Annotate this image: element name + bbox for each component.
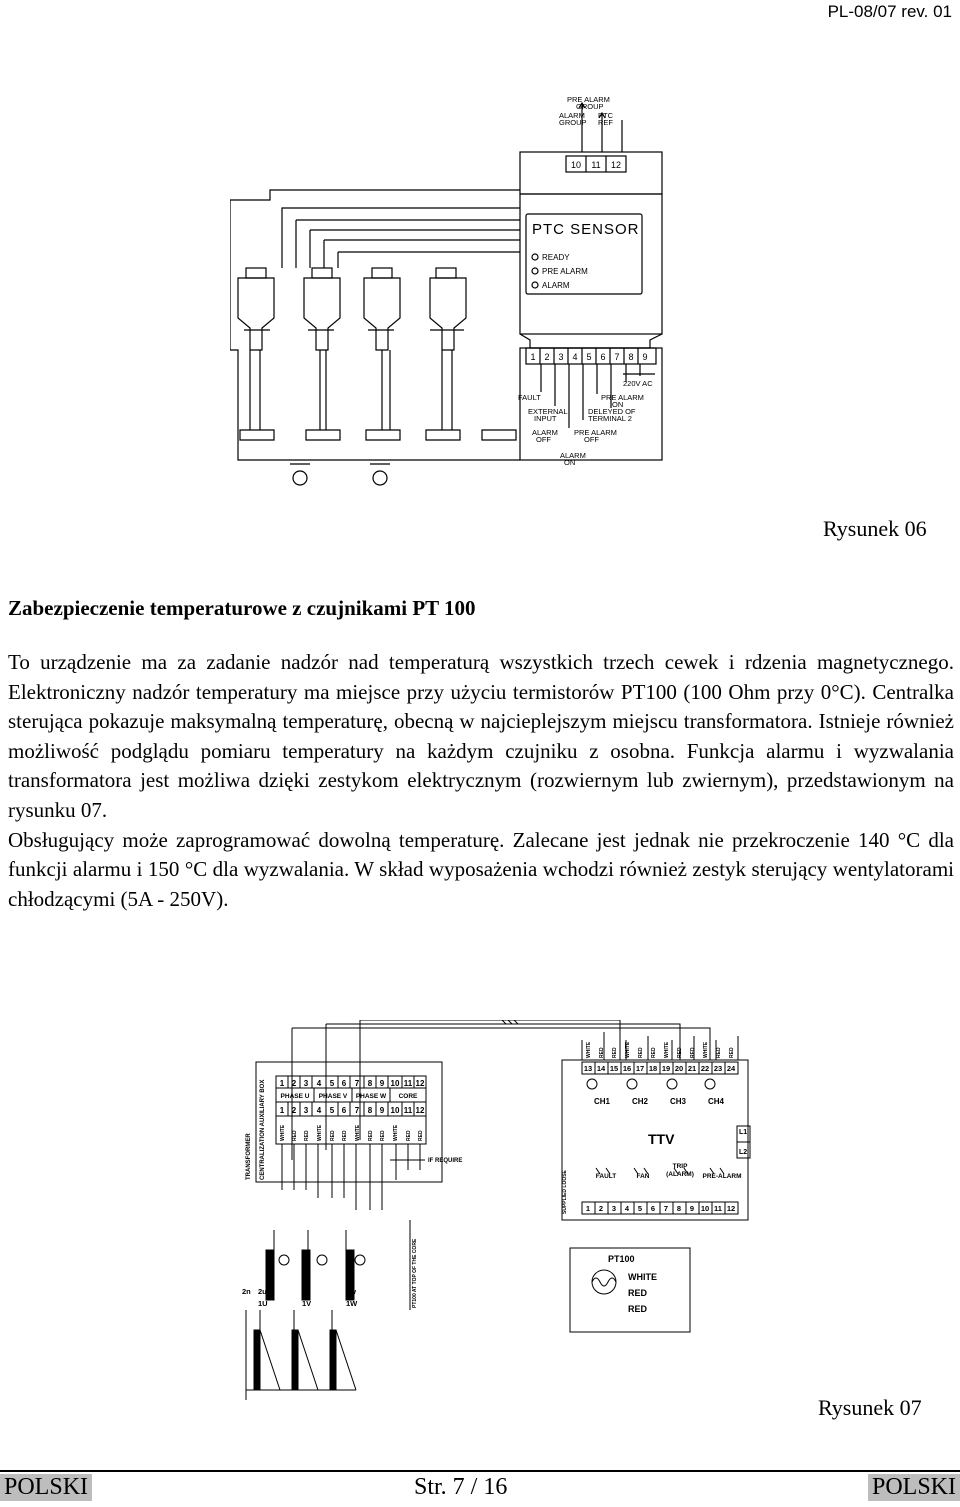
diagram-label: WHITE: [393, 1124, 399, 1141]
label-if-require: IF REQUIRE: [428, 1158, 463, 1164]
diagram-label: 5: [637, 1204, 643, 1213]
diagram-label: 15: [609, 1064, 619, 1073]
diagram-label: 16: [622, 1064, 632, 1073]
diagram-label: RED: [406, 1130, 412, 1141]
led-alarm: ALARM: [542, 281, 570, 290]
footer-page-number: Str. 7 / 16: [414, 1474, 508, 1500]
diagram-label: 21: [687, 1064, 697, 1073]
diagram-label: ALARM: [532, 428, 558, 437]
diagram-label: 2: [598, 1204, 604, 1213]
diagram-label: RED: [690, 1047, 696, 1058]
diagram-label: 8: [367, 1079, 373, 1088]
section-title: Zabezpieczenie temperaturowe z czujnikami PT 100: [8, 596, 476, 620]
diagram-label: WHITE: [664, 1041, 670, 1058]
label-transformer: TRANSFORMER: [246, 1133, 252, 1180]
diagram-label: RED: [638, 1047, 644, 1058]
diagram-label: PHASE U: [280, 1093, 310, 1100]
diagram-label: 3: [303, 1106, 309, 1115]
diagram-label: 2w: [346, 1287, 357, 1296]
diagram-label: 22: [700, 1064, 710, 1073]
diagram-label: PT100: [608, 1254, 635, 1264]
diagram-label: RED: [628, 1288, 648, 1298]
document-reference: PL-08/07 rev. 01: [827, 2, 952, 21]
diagram-label: CH4: [707, 1097, 725, 1106]
diagram-label: 4: [316, 1106, 322, 1115]
label-ttv: TTV: [648, 1131, 675, 1147]
diagram-label: CH1: [593, 1097, 611, 1106]
diagram-label: RED: [677, 1047, 683, 1058]
terminal-10: 10: [570, 160, 582, 170]
diagram-label: 9: [689, 1204, 695, 1213]
diagram-label: RED: [628, 1304, 648, 1314]
diagram-label: 1U: [258, 1299, 268, 1308]
diagram-label: RED: [729, 1047, 735, 1058]
footer-language-left: POLSKI: [0, 1474, 92, 1501]
diagram-label: 1: [530, 352, 536, 362]
footer-language-right: POLSKI: [868, 1474, 960, 1501]
diagram-label: WHITE: [703, 1041, 709, 1058]
diagram-label: 10: [390, 1079, 400, 1088]
diagram-label: L1: [739, 1129, 748, 1136]
diagram-label: RED: [380, 1130, 386, 1141]
diagram-label: 7: [614, 352, 620, 362]
diagram-label: 8: [676, 1204, 682, 1213]
diagram-label: 12: [415, 1106, 425, 1115]
diagram-label: RED: [651, 1047, 657, 1058]
diagram-label: RED: [612, 1047, 618, 1058]
diagram-label: 3: [558, 352, 564, 362]
diagram-label: RED: [342, 1130, 348, 1141]
diagram-label: 5: [329, 1106, 335, 1115]
diagram-label: 19: [661, 1064, 671, 1073]
diagram-label: 8: [367, 1106, 373, 1115]
figure-06-ptc-sensor-diagram: [230, 90, 670, 490]
diagram-label: OFF: [536, 435, 551, 444]
diagram-label: 13: [583, 1064, 593, 1073]
figure-07-wiring-diagram: [240, 1020, 760, 1400]
diagram-label: TERMINAL 2: [588, 414, 632, 423]
diagram-label: RED: [304, 1130, 310, 1141]
diagram-label: FAULT: [595, 1173, 617, 1180]
diagram-label: WHITE: [280, 1124, 286, 1141]
diagram-label: 9: [642, 352, 648, 362]
diagram-label: 3: [611, 1204, 617, 1213]
diagram-label: 17: [635, 1064, 645, 1073]
label-group-2: GROUP: [559, 118, 587, 127]
diagram-label: 2: [544, 352, 550, 362]
diagram-label: INPUT: [534, 414, 557, 423]
diagram-label: 4: [316, 1079, 322, 1088]
terminal-11: 11: [591, 160, 601, 170]
diagram-label: WHITE: [586, 1041, 592, 1058]
diagram-label: PHASE W: [355, 1093, 387, 1100]
diagram-label: PHASE V: [318, 1093, 348, 1100]
label-pre-alarm: PRE ALARM: [567, 95, 610, 104]
diagram-label: 2v: [302, 1287, 311, 1296]
diagram-label: 1: [279, 1106, 285, 1115]
diagram-label: (ALARM): [666, 1171, 694, 1178]
section-body: [8, 648, 954, 914]
diagram-label: 1W: [346, 1299, 358, 1308]
diagram-label: FAN: [636, 1173, 650, 1180]
diagram-label: 7: [663, 1204, 669, 1213]
diagram-label: OFF: [584, 435, 599, 444]
diagram-label: 2u: [258, 1287, 267, 1296]
figure-06-caption: Rysunek 06: [823, 516, 927, 541]
diagram-label: ALARM: [560, 451, 586, 460]
diagram-label: 10: [700, 1204, 710, 1213]
diagram-label: 5: [586, 352, 592, 362]
paragraph-1: To urządzenie ma za zadanie nadzór nad temperaturą wszystkich trzech cewek i rdzenia magnetycznego. Elektroniczny nadzór temperatury ma miejsce przy użyciu termistorów PT100 (100 Ohm przy 0°C). Centralka sterująca pokazuje maksymalną temperaturę, obecną w najcieplejszym miejscu transformatora. Istnieje również możliwość podglądu pomiaru temperatury na każdym czujniku z osobna. Funkcja alarmu i wyzwalania transformatora jest możliwa dzięki zestykom elektrycznym (rozwiernym lub zwiernym), przedstawionym na rysunku 07.: [8, 650, 954, 822]
led-ready: READY: [542, 253, 570, 262]
diagram-label: SUPPLIED LOOSE: [562, 1170, 568, 1214]
page-footer: [0, 1470, 960, 1507]
diagram-label: WHITE: [355, 1124, 361, 1141]
diagram-label: 24: [726, 1064, 736, 1073]
diagram-label: 6: [341, 1079, 347, 1088]
diagram-label: 12: [726, 1204, 736, 1213]
diagram-label: 5: [329, 1079, 335, 1088]
diagram-label: RED: [418, 1130, 424, 1141]
diagram-label: RED: [292, 1130, 298, 1141]
diagram-label: 1: [279, 1079, 285, 1088]
diagram-label: 6: [600, 352, 606, 362]
diagram-label: 1V: [302, 1299, 312, 1308]
diagram-label: RED: [716, 1047, 722, 1058]
diagram-label: 9: [379, 1106, 385, 1115]
diagram-label: CH2: [631, 1097, 649, 1106]
diagram-label: 9: [379, 1079, 385, 1088]
diagram-label: 2: [291, 1079, 297, 1088]
diagram-label: 18: [648, 1064, 658, 1073]
diagram-label: 12: [415, 1079, 425, 1088]
diagram-label: 23: [713, 1064, 723, 1073]
diagram-label: PT100 AT TOP OF THE CORE: [412, 1238, 418, 1308]
diagram-label: CH3: [669, 1097, 687, 1106]
diagram-label: TRIP: [672, 1163, 688, 1170]
diagram-label: 11: [403, 1106, 413, 1115]
label-aux-box: CENTRALIZATION AUXILIARY BOX: [260, 1079, 266, 1180]
diagram-label: 10: [390, 1106, 400, 1115]
diagram-label: RED: [599, 1047, 605, 1058]
diagram-label: DELEYED OF: [588, 407, 636, 416]
diagram-label: WHITE: [628, 1272, 657, 1282]
figure-07-caption: Rysunek 07: [818, 1395, 922, 1420]
diagram-label: EXTERNAL: [528, 407, 568, 416]
diagram-label: 11: [403, 1079, 413, 1088]
diagram-label: 1: [585, 1204, 591, 1213]
led-pre-alarm: PRE ALARM: [542, 267, 588, 276]
diagram-label: 4: [624, 1204, 630, 1213]
diagram-label: RED: [330, 1130, 336, 1141]
diagram-label: 8: [628, 352, 634, 362]
diagram-label: PRE ALARM: [574, 428, 617, 437]
diagram-label: 2n: [242, 1287, 251, 1296]
diagram-label: 6: [650, 1204, 656, 1213]
diagram-label: FAULT: [518, 393, 541, 402]
diagram-label: WHITE: [317, 1124, 323, 1141]
diagram-label: ON: [564, 458, 576, 467]
diagram-label: 7: [354, 1079, 360, 1088]
diagram-label: 4: [572, 352, 578, 362]
diagram-label: L2: [739, 1149, 748, 1156]
paragraph-2: Obsługujący może zaprogramować dowolną temperaturę. Zalecane jest jednak nie przekroczenie 140 °C dla funkcji alarmu i 150 °C dla wyzwalania. W skład wyposażenia wchodzi również zestyk sterujący wentylatorami chłodzącymi (5A - 250V).: [8, 827, 954, 911]
label-ptc: PTC: [598, 111, 613, 120]
module-title: PTC SENSOR: [532, 221, 640, 238]
diagram-label: 2: [291, 1106, 297, 1115]
diagram-label: 14: [596, 1064, 606, 1073]
diagram-label: 11: [714, 1204, 722, 1213]
label-alarm: ALARM: [559, 111, 585, 120]
label-group: GROUP: [576, 102, 604, 111]
diagram-label: 220V AC: [623, 379, 653, 388]
diagram-label: WHITE: [625, 1041, 631, 1058]
label-ref: REF: [598, 118, 613, 127]
diagram-label: 3: [303, 1079, 309, 1088]
diagram-label: RED: [368, 1130, 374, 1141]
terminal-12: 12: [610, 160, 622, 170]
diagram-label: 20: [674, 1064, 684, 1073]
diagram-label: CORE: [398, 1093, 418, 1100]
diagram-label: 6: [341, 1106, 347, 1115]
diagram-label: ON: [612, 400, 624, 409]
diagram-label: PRE-ALARM: [702, 1173, 742, 1180]
diagram-label: 7: [354, 1106, 360, 1115]
diagram-label: PRE ALARM: [601, 393, 644, 402]
